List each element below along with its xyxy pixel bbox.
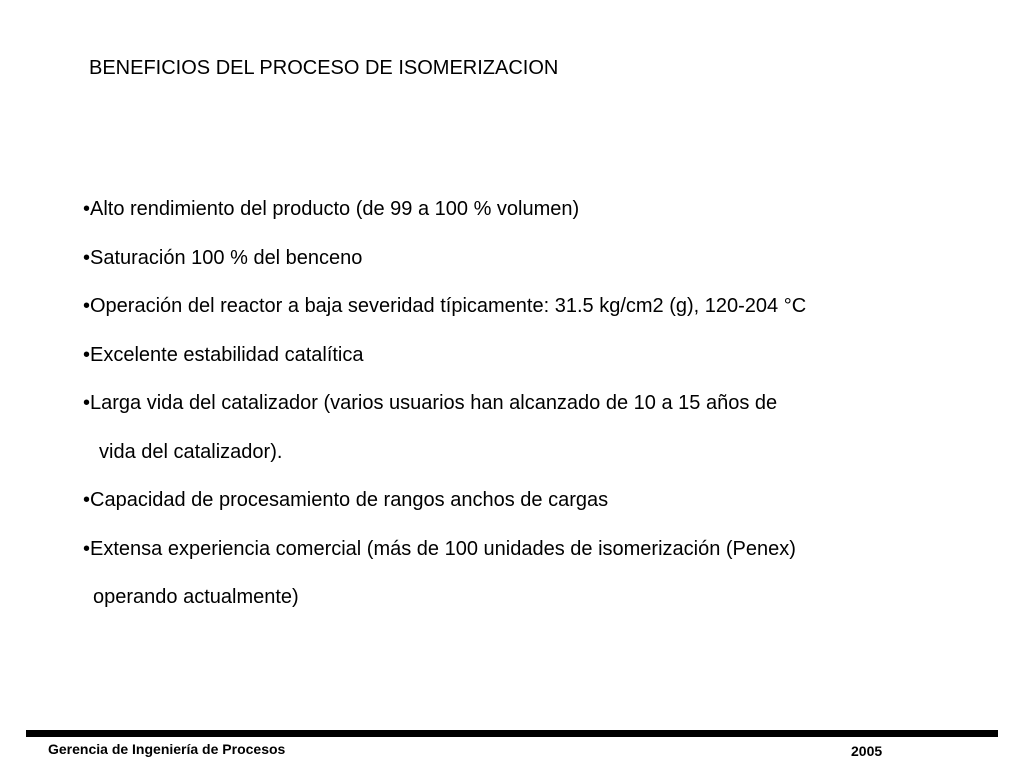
bullet-catalyst-life-continued: vida del catalizador). <box>99 440 283 463</box>
bullet-benzene-saturation: •Saturación 100 % del benceno <box>83 246 363 269</box>
slide-title: BENEFICIOS DEL PROCESO DE ISOMERIZACION <box>89 57 559 79</box>
bullet-reactor-severity: •Operación del reactor a baja severidad típicamente: 31.5 kg/cm2 (g), 120-204 °C <box>83 295 807 317</box>
bullet-commercial-experience-continued: operando actualmente) <box>93 586 299 608</box>
benefits-list <box>83 197 806 634</box>
bullet-catalyst-life: •Larga vida del catalizador (varios usuarios han alcanzado de 10 a 15 años de <box>83 392 778 414</box>
bullet-yield: •Alto rendimiento del producto (de 99 a 100 % volumen) <box>83 198 580 220</box>
bullet-commercial-experience: •Extensa experiencia comercial (más de 100 unidades de isomerización (Penex) <box>83 537 796 560</box>
bullet-feed-range: •Capacidad de procesamiento de rangos anchos de cargas <box>83 489 609 511</box>
footer-organization: Gerencia de Ingeniería de Procesos <box>48 741 286 757</box>
footer-year: 2005 <box>851 743 883 759</box>
bullet-catalytic-stability: •Excelente estabilidad catalítica <box>83 343 364 366</box>
footer-divider <box>26 730 998 737</box>
